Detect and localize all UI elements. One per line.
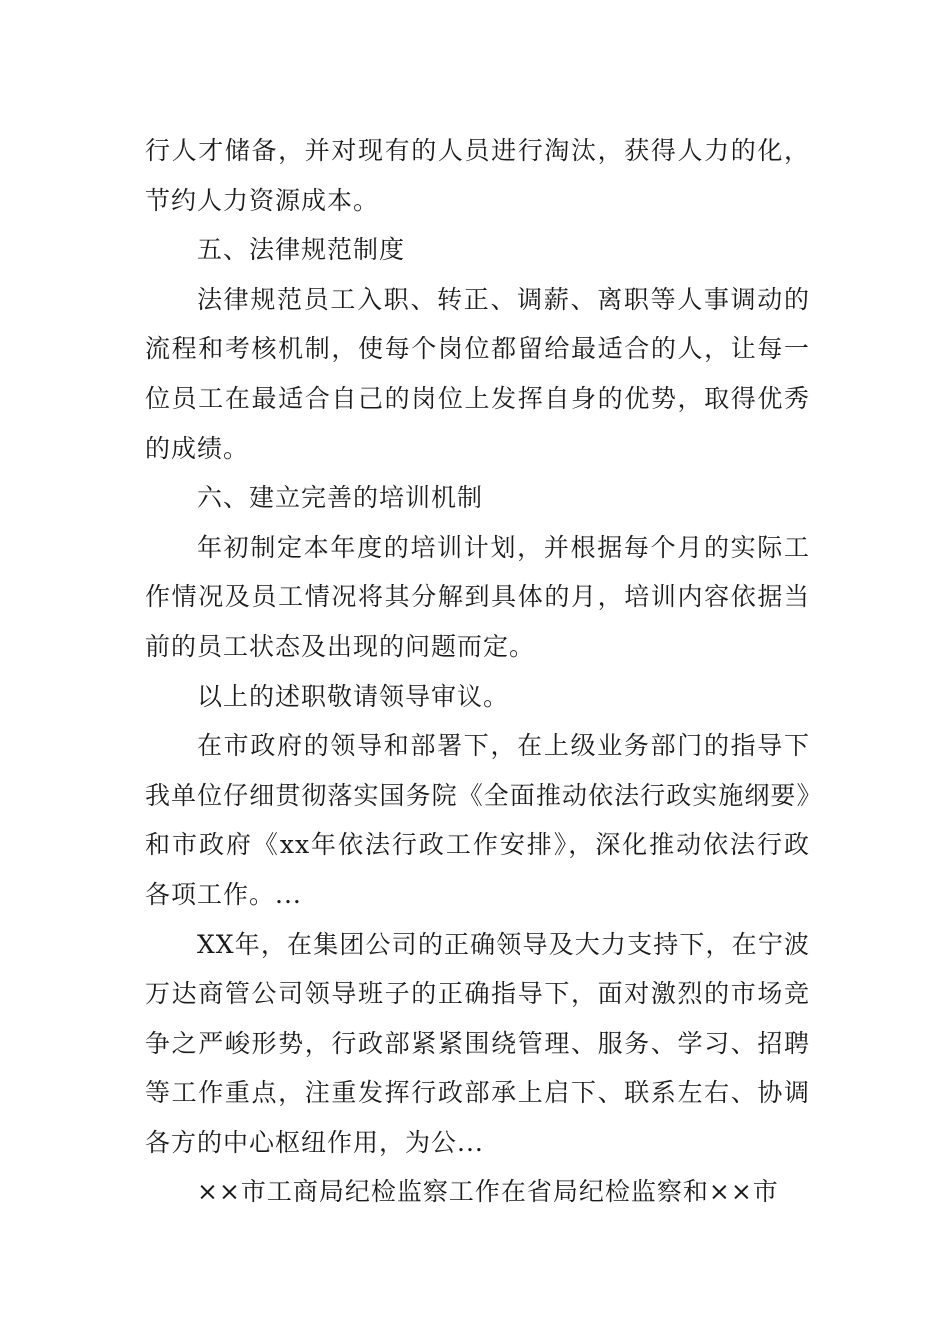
paragraph-1: 行人才储备，并对现有的人员进行淘汰，获得人力的化，节约人力资源成本。 [145, 136, 810, 215]
paragraph-3: 法律规范员工入职、转正、调薪、离职等人事调动的流程和考核机制，使每个岗位都留给最适合的人，让每一位员工在最适合自己的岗位上发挥自身的优势，取得优秀的成绩。 [145, 284, 810, 463]
paragraph-6: 以上的述职敬请领导审议。 [197, 681, 510, 711]
paragraph-7: 在市政府的领导和部署下，在上级业务部门的指导下我单位仔细贯彻落实国务院《全面推动依法行政实施纲要》和市政府《xx年依法行政工作安排》，深化推动依法行政各项工作。... [145, 731, 810, 909]
paragraph-9: ××市工商局纪检监察工作在省局纪检监察和××市 [197, 1177, 779, 1207]
document-body [145, 126, 810, 1217]
section-heading-6: 六、建立完善的培训机制 [197, 483, 484, 513]
paragraph-8: XX年，在集团公司的正确领导及大力支持下，在宁波万达商管公司领导班子的正确指导下，面对激烈的市场竞争之严峻形势，行政部紧紧围绕管理、服务、学习、招聘等工作重点，注重发挥行政部承上启下、联系左右、协调各方的中心枢纽作用，为公... [145, 929, 810, 1157]
paragraph-5: 年初制定本年度的培训计划，并根据每个月的实际工作情况及员工情况将其分解到具体的月，培训内容依据当前的员工状态及出现的问题而定。 [145, 532, 810, 661]
section-heading-5: 五、法律规范制度 [197, 235, 406, 265]
